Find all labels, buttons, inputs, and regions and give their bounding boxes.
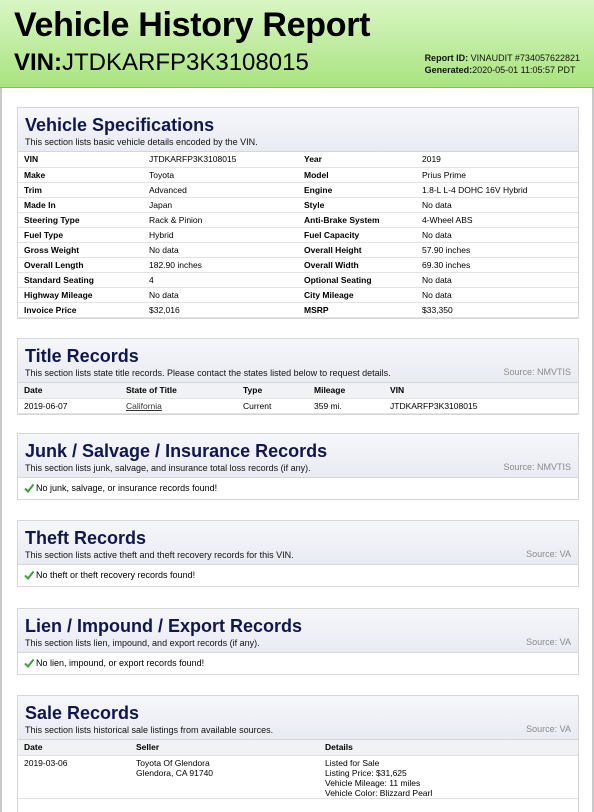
spec-label: Trim (18, 182, 143, 197)
spec-value: No data (143, 242, 298, 257)
spec-row (18, 182, 578, 197)
spec-value: No data (416, 227, 578, 242)
section-title: Lien / Impound / Export Records (25, 616, 303, 636)
spec-value: 4 (143, 272, 298, 287)
spec-row (18, 242, 578, 257)
column-header: Date (18, 383, 120, 398)
spec-value: 57.90 inches (416, 242, 578, 257)
column-header: Details (319, 740, 578, 755)
spec-value: No data (416, 272, 578, 287)
generated-label: Generated: (424, 65, 473, 75)
spec-label: Standard Seating (18, 272, 143, 287)
spec-label: Gross Weight (18, 242, 143, 257)
spec-label: Highway Mileage (18, 287, 143, 302)
report-title: Vehicle History Report (14, 6, 371, 44)
spec-row (18, 167, 578, 182)
spec-value: Prius Prime (416, 167, 578, 182)
section-source: Source: NMVTIS (503, 462, 571, 472)
table-row (18, 755, 578, 798)
lien-impound-export-section (17, 608, 579, 675)
title-vin: JTDKARFP3K3108015 (384, 398, 578, 413)
report-content (0, 88, 594, 812)
vin-label: VIN: (14, 49, 62, 76)
spec-row (18, 227, 578, 242)
spec-value: $33,350 (416, 302, 578, 317)
table-header-row (18, 740, 578, 755)
specifications-table (18, 152, 578, 318)
column-header: Type (237, 383, 308, 398)
section-description: This section lists lien, impound, and export records (if any). (25, 638, 260, 648)
section-title: Theft Records (25, 528, 147, 548)
sale-seller (130, 755, 319, 798)
section-title: Title Records (25, 346, 139, 366)
section-header (18, 108, 578, 152)
spec-value: Advanced (143, 182, 298, 197)
spec-label: Overall Width (298, 257, 416, 272)
spec-row (18, 302, 578, 317)
spec-value: 4-Wheel ABS (416, 212, 578, 227)
spec-label: Fuel Capacity (298, 227, 416, 242)
spec-value: 1.8-L L-4 DOHC 16V Hybrid (416, 182, 578, 197)
section-source: Source: VA (526, 724, 571, 734)
spec-value: No data (416, 287, 578, 302)
title-date: 2019-06-07 (18, 398, 120, 413)
sale-records-table (18, 740, 578, 799)
no-records-text: No lien, impound, or export records found! (36, 658, 205, 668)
spec-row (18, 197, 578, 212)
spec-label: Steering Type (18, 212, 143, 227)
title-mileage: 359 mi. (308, 398, 384, 413)
sale-detail-line: Listing Price: $31,625 (325, 767, 407, 778)
spec-label: Style (298, 197, 416, 212)
spec-value: Rack & Pinion (143, 212, 298, 227)
spec-value: No data (143, 287, 298, 302)
spec-row (18, 152, 578, 167)
spec-label: Anti-Brake System (298, 212, 416, 227)
no-records-message (18, 565, 578, 586)
section-description: This section lists active theft and theft recovery records for this VIN. (25, 550, 294, 560)
spec-value: JTDKARFP3K3108015 (143, 152, 298, 167)
spec-label: Year (298, 152, 416, 167)
spec-value: Japan (143, 197, 298, 212)
sale-records-section (17, 695, 579, 812)
sale-details (319, 755, 578, 798)
spec-label: Engine (298, 182, 416, 197)
theft-records-section (17, 520, 579, 587)
title-type: Current (237, 398, 308, 413)
spec-label: Optional Seating (298, 272, 416, 287)
spec-label: Fuel Type (18, 227, 143, 242)
checkmark-icon (24, 658, 34, 668)
section-description: This section lists historical sale listings from available sources. (25, 725, 274, 735)
section-source: Source: VA (526, 637, 571, 647)
checkmark-icon (24, 570, 34, 580)
no-records-text: No junk, salvage, or insurance records found! (36, 483, 218, 493)
no-records-message (18, 653, 578, 674)
seller-name: Toyota Of Glendora (136, 757, 210, 768)
sale-detail-line: Vehicle Color: Blizzard Pearl (325, 787, 433, 798)
spec-row (18, 272, 578, 287)
section-header (18, 521, 578, 565)
generated-value: 2020-05-01 11:05:57 PDT (472, 65, 576, 75)
column-header: Mileage (308, 383, 384, 398)
section-header (18, 434, 578, 478)
section-header (18, 339, 578, 383)
spec-label: Overall Length (18, 257, 143, 272)
no-records-text: No theft or theft recovery records found! (36, 570, 196, 580)
vin-value: JTDKARFP3K3108015 (62, 49, 309, 76)
spec-value: 2019 (416, 152, 578, 167)
section-title: Junk / Salvage / Insurance Records (25, 441, 328, 461)
report-id-label: Report ID: (424, 53, 469, 63)
sale-date: 2019-03-06 (18, 755, 130, 798)
section-title: Sale Records (25, 703, 140, 723)
spec-row (18, 257, 578, 272)
sale-detail-line: Vehicle Mileage: 11 miles (325, 777, 421, 788)
spec-label: Invoice Price (18, 302, 143, 317)
spec-row (18, 212, 578, 227)
spec-value: No data (416, 197, 578, 212)
state-of-title-link[interactable]: California (126, 400, 162, 411)
report-meta (425, 52, 580, 76)
table-row (18, 398, 578, 413)
section-header (18, 696, 578, 740)
column-header: Seller (130, 740, 319, 755)
spec-row (18, 287, 578, 302)
checkmark-icon (24, 483, 34, 493)
section-description: This section lists state title records. Please contact the states listed below to request details. (25, 368, 391, 378)
sale-detail-line: Listed for Sale (325, 757, 380, 768)
spec-label: Overall Height (298, 242, 416, 257)
spec-label: Make (18, 167, 143, 182)
column-header: Date (18, 740, 130, 755)
spec-label: MSRP (298, 302, 416, 317)
section-header (18, 609, 578, 653)
section-source: Source: VA (526, 549, 571, 559)
column-header: VIN (384, 383, 578, 398)
report-banner (0, 0, 594, 88)
spec-value: 69.30 inches (416, 257, 578, 272)
junk-salvage-section (17, 433, 579, 500)
spec-label: City Mileage (298, 287, 416, 302)
section-description: This section lists junk, salvage, and insurance total loss records (if any). (25, 463, 311, 473)
spec-label: Made In (18, 197, 143, 212)
title-records-table (18, 383, 578, 414)
seller-city: Glendora, CA 91740 (136, 767, 214, 778)
spec-value: $32,016 (143, 302, 298, 317)
section-source: Source: NMVTIS (503, 367, 571, 377)
table-header-row (18, 383, 578, 398)
section-description: This section lists basic vehicle details encoded by the VIN. (25, 137, 258, 147)
column-header: State of Title (120, 383, 237, 398)
spec-label: Model (298, 167, 416, 182)
spec-value: Hybrid (143, 227, 298, 242)
spec-label: VIN (18, 152, 143, 167)
spec-value: Toyota (143, 167, 298, 182)
spec-value: 182.90 inches (143, 257, 298, 272)
report-id-value: VINAUDIT #734057622821 (470, 53, 580, 63)
vehicle-specifications-section (17, 107, 579, 319)
no-records-message (18, 478, 578, 499)
section-title: Vehicle Specifications (25, 115, 215, 135)
title-records-section (17, 338, 579, 415)
report-vin (14, 49, 309, 77)
